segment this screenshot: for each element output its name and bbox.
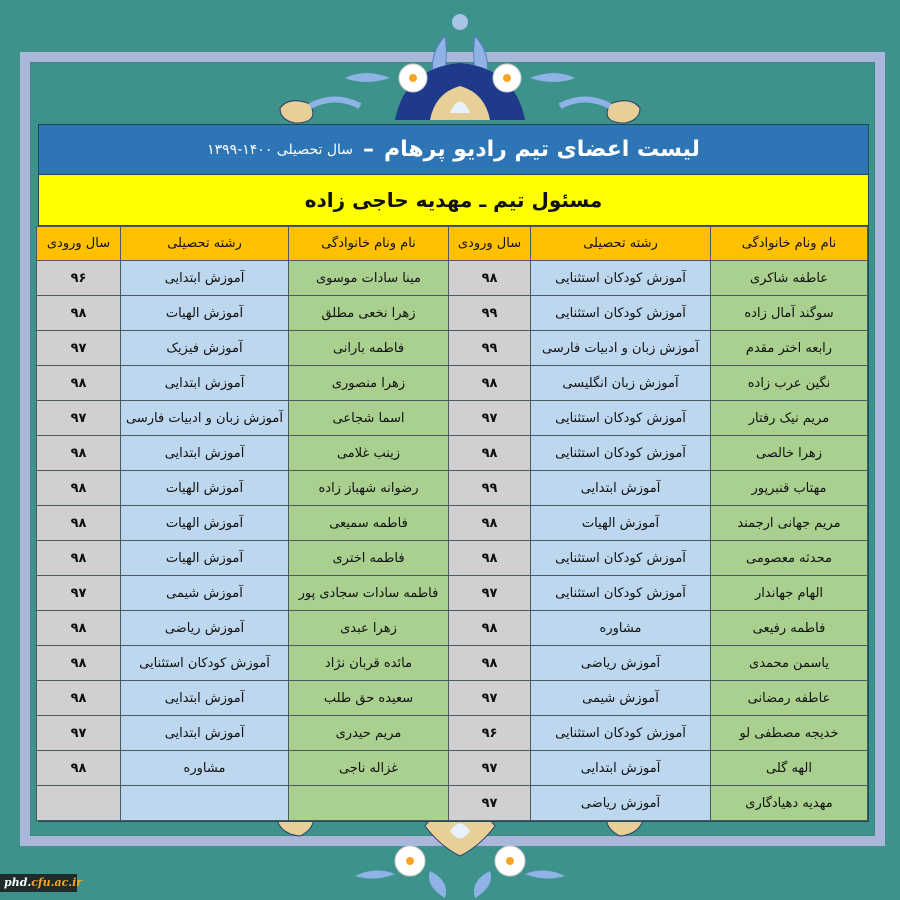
column-header-year: سال ورودی bbox=[37, 227, 121, 261]
field-of-study-cell: آموزش ابتدایی bbox=[121, 716, 289, 751]
members-table bbox=[36, 226, 868, 821]
field-of-study-cell bbox=[121, 786, 289, 821]
entry-year-cell: ۹۷ bbox=[37, 331, 121, 366]
member-name-cell: خدیجه مصطفی لو bbox=[711, 716, 868, 751]
member-name-cell: فاطمه بارانی bbox=[289, 331, 449, 366]
field-of-study-cell: آموزش کودکان استثنایی bbox=[121, 646, 289, 681]
table-row bbox=[37, 296, 868, 331]
table-row bbox=[37, 541, 868, 576]
entry-year-cell: ۹۸ bbox=[37, 366, 121, 401]
member-name-cell: مهدیه دهیادگاری bbox=[711, 786, 868, 821]
site-watermark bbox=[0, 874, 83, 892]
member-name-cell: مهتاب قنبرپور bbox=[711, 471, 868, 506]
field-of-study-cell: آموزش کودکان استثنایی bbox=[531, 716, 711, 751]
field-of-study-cell: آموزش شیمی bbox=[121, 576, 289, 611]
watermark-domain: cfu.ac.ir bbox=[31, 876, 83, 889]
entry-year-cell: ۹۶ bbox=[37, 261, 121, 296]
table-row bbox=[37, 611, 868, 646]
member-name-cell: غزاله ناجی bbox=[289, 751, 449, 786]
academic-year: سال تحصیلی ۱۴۰۰-۱۳۹۹ bbox=[207, 141, 354, 158]
field-of-study-cell: آموزش کودکان استثنایی bbox=[531, 261, 711, 296]
field-of-study-cell: آموزش شیمی bbox=[531, 681, 711, 716]
team-lead-banner: مسئول تیم ـ مهدیه حاجی زاده bbox=[39, 175, 868, 226]
title-separator: – bbox=[363, 137, 375, 162]
member-name-cell: مریم حیدری bbox=[289, 716, 449, 751]
field-of-study-cell: آموزش فیزیک bbox=[121, 331, 289, 366]
member-name-cell: مینا سادات موسوی bbox=[289, 261, 449, 296]
table-row bbox=[37, 261, 868, 296]
table-row bbox=[37, 576, 868, 611]
field-of-study-cell: آموزش کودکان استثنایی bbox=[531, 401, 711, 436]
member-name-cell: فاطمه سادات سجادی پور bbox=[289, 576, 449, 611]
member-name-cell: زینب غلامی bbox=[289, 436, 449, 471]
entry-year-cell: ۹۷ bbox=[449, 751, 531, 786]
field-of-study-cell: آموزش زبان و ادبیات فارسی bbox=[121, 401, 289, 436]
entry-year-cell: ۹۷ bbox=[449, 401, 531, 436]
member-name-cell: اسما شجاعی bbox=[289, 401, 449, 436]
entry-year-cell: ۹۷ bbox=[449, 576, 531, 611]
field-of-study-cell: آموزش الهیات bbox=[531, 506, 711, 541]
field-of-study-cell: آموزش ابتدایی bbox=[121, 261, 289, 296]
field-of-study-cell: آموزش ابتدایی bbox=[121, 681, 289, 716]
top-floral-ornament-icon bbox=[265, 8, 655, 126]
member-name-cell: مائده قربان نژاد bbox=[289, 646, 449, 681]
field-of-study-cell: آموزش کودکان استثنایی bbox=[531, 296, 711, 331]
entry-year-cell: ۹۹ bbox=[449, 331, 531, 366]
member-name-cell: نگین عرب زاده bbox=[711, 366, 868, 401]
entry-year-cell: ۹۸ bbox=[37, 506, 121, 541]
entry-year-cell: ۹۸ bbox=[449, 506, 531, 541]
member-name-cell: زهرا منصوری bbox=[289, 366, 449, 401]
member-name-cell: رابعه اختر مقدم bbox=[711, 331, 868, 366]
field-of-study-cell: آموزش ریاضی bbox=[531, 646, 711, 681]
table-row bbox=[37, 401, 868, 436]
member-name-cell: سوگند آمال زاده bbox=[711, 296, 868, 331]
entry-year-cell: ۹۸ bbox=[37, 681, 121, 716]
member-name-cell: سعیده حق طلب bbox=[289, 681, 449, 716]
entry-year-cell: ۹۸ bbox=[37, 471, 121, 506]
member-name-cell: عاطفه رمضانی bbox=[711, 681, 868, 716]
page-title: لیست اعضای تیم رادیو پرهام bbox=[384, 137, 700, 162]
table-row bbox=[37, 366, 868, 401]
column-header-field: رشته تحصیلی bbox=[531, 227, 711, 261]
table-row bbox=[37, 681, 868, 716]
field-of-study-cell: آموزش کودکان استثنایی bbox=[531, 541, 711, 576]
member-name-cell: یاسمن محمدی bbox=[711, 646, 868, 681]
entry-year-cell: ۹۹ bbox=[449, 296, 531, 331]
field-of-study-cell: مشاوره bbox=[531, 611, 711, 646]
entry-year-cell: ۹۸ bbox=[449, 541, 531, 576]
table-row bbox=[37, 716, 868, 751]
field-of-study-cell: آموزش کودکان استثنایی bbox=[531, 436, 711, 471]
entry-year-cell: ۹۸ bbox=[37, 541, 121, 576]
title-band bbox=[39, 125, 868, 175]
members-sheet bbox=[38, 124, 869, 822]
member-name-cell: فاطمه اختری bbox=[289, 541, 449, 576]
field-of-study-cell: مشاوره bbox=[121, 751, 289, 786]
entry-year-cell: ۹۸ bbox=[37, 611, 121, 646]
entry-year-cell bbox=[37, 786, 121, 821]
member-name-cell: عاطفه شاکری bbox=[711, 261, 868, 296]
watermark-prefix: phd. bbox=[4, 876, 32, 889]
entry-year-cell: ۹۷ bbox=[449, 681, 531, 716]
member-name-cell: فاطمه رفیعی bbox=[711, 611, 868, 646]
table-row bbox=[37, 436, 868, 471]
field-of-study-cell: آموزش ابتدایی bbox=[121, 366, 289, 401]
entry-year-cell: ۹۷ bbox=[37, 716, 121, 751]
column-header-year: سال ورودی bbox=[449, 227, 531, 261]
member-name-cell: زهرا عبدی bbox=[289, 611, 449, 646]
table-row bbox=[37, 786, 868, 821]
entry-year-cell: ۹۸ bbox=[449, 646, 531, 681]
entry-year-cell: ۹۷ bbox=[37, 576, 121, 611]
field-of-study-cell: آموزش ریاضی bbox=[121, 611, 289, 646]
column-header-name: نام ونام خانوادگی bbox=[711, 227, 868, 261]
entry-year-cell: ۹۸ bbox=[37, 646, 121, 681]
entry-year-cell: ۹۸ bbox=[37, 751, 121, 786]
member-name-cell: مریم جهانی ارجمند bbox=[711, 506, 868, 541]
field-of-study-cell: آموزش الهیات bbox=[121, 471, 289, 506]
member-name-cell: محدثه معصومی bbox=[711, 541, 868, 576]
entry-year-cell: ۹۸ bbox=[449, 611, 531, 646]
member-name-cell: زهرا خالصی bbox=[711, 436, 868, 471]
member-name-cell bbox=[289, 786, 449, 821]
table-row bbox=[37, 506, 868, 541]
member-name-cell: مریم نیک رفتار bbox=[711, 401, 868, 436]
field-of-study-cell: آموزش ریاضی bbox=[531, 786, 711, 821]
table-row bbox=[37, 331, 868, 366]
member-name-cell: رضوانه شهباز زاده bbox=[289, 471, 449, 506]
field-of-study-cell: آموزش ابتدایی bbox=[531, 471, 711, 506]
entry-year-cell: ۹۸ bbox=[449, 436, 531, 471]
field-of-study-cell: آموزش الهیات bbox=[121, 541, 289, 576]
table-row bbox=[37, 751, 868, 786]
field-of-study-cell: آموزش ابتدایی bbox=[531, 751, 711, 786]
entry-year-cell: ۹۹ bbox=[449, 471, 531, 506]
member-name-cell: الهام جهاندار bbox=[711, 576, 868, 611]
member-name-cell: فاطمه سمیعی bbox=[289, 506, 449, 541]
field-of-study-cell: آموزش زبان انگلیسی bbox=[531, 366, 711, 401]
entry-year-cell: ۹۷ bbox=[37, 401, 121, 436]
field-of-study-cell: آموزش ابتدایی bbox=[121, 436, 289, 471]
entry-year-cell: ۹۸ bbox=[449, 261, 531, 296]
table-row bbox=[37, 646, 868, 681]
entry-year-cell: ۹۶ bbox=[449, 716, 531, 751]
table-row bbox=[37, 471, 868, 506]
field-of-study-cell: آموزش الهیات bbox=[121, 506, 289, 541]
member-name-cell: الهه گلی bbox=[711, 751, 868, 786]
member-name-cell: زهرا نخعی مطلق bbox=[289, 296, 449, 331]
column-header-field: رشته تحصیلی bbox=[121, 227, 289, 261]
column-header-row bbox=[37, 227, 868, 261]
entry-year-cell: ۹۸ bbox=[37, 296, 121, 331]
entry-year-cell: ۹۷ bbox=[449, 786, 531, 821]
field-of-study-cell: آموزش زبان و ادبیات فارسی bbox=[531, 331, 711, 366]
field-of-study-cell: آموزش کودکان استثنایی bbox=[531, 576, 711, 611]
entry-year-cell: ۹۸ bbox=[449, 366, 531, 401]
entry-year-cell: ۹۸ bbox=[37, 436, 121, 471]
field-of-study-cell: آموزش الهیات bbox=[121, 296, 289, 331]
column-header-name: نام ونام خانوادگی bbox=[289, 227, 449, 261]
